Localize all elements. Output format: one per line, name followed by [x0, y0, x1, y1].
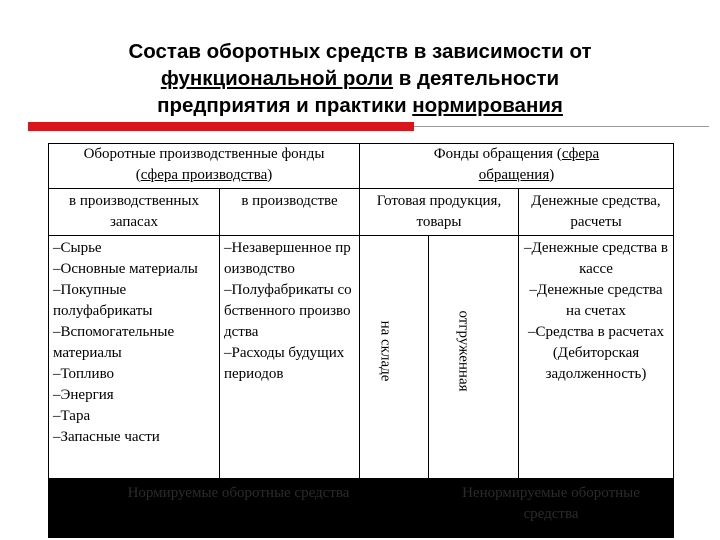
production-item: –Незавершенное производство — [224, 240, 351, 277]
stock-item: –Тара — [53, 408, 91, 424]
stock-item: –Запасные части — [53, 429, 160, 445]
stock-item: –Вспомогательные материалы — [53, 324, 175, 361]
subheader-money: Денежные средства, расчеты — [518, 188, 674, 236]
stock-item: –Покупные полуфабрикаты — [53, 282, 153, 319]
stock-item: –Энергия — [53, 387, 114, 403]
paren-close-2: ) — [549, 167, 555, 183]
stock-item: –Основные материалы — [53, 261, 198, 277]
header-circulation-sphere1: сфера — [561, 146, 600, 162]
subheader-stocks: в производственных запасах — [48, 188, 220, 236]
header-production-line2 — [49, 165, 359, 186]
paren-close: ) — [267, 167, 273, 183]
cell-production-list — [219, 235, 360, 479]
footer-non-normalized: Ненормируемые оборотные средства — [428, 478, 674, 538]
cell-warehouse — [359, 235, 429, 479]
title-line-2-rest: в деятельности — [393, 67, 560, 90]
stock-item: –Топливо — [53, 366, 115, 382]
header-circulation-line1 — [360, 144, 673, 165]
subheader-in-production: в производстве — [219, 188, 360, 236]
title-underlined-role: функциональной роли — [160, 67, 394, 90]
stock-item: –Сырье — [53, 240, 102, 256]
money-item: –Денежные средства в кассе — [524, 240, 668, 277]
header-circulation-start: Фонды обращения ( — [433, 146, 562, 162]
vertical-label-warehouse: на складе — [377, 320, 394, 382]
money-item: –Денежные средства на счетах — [529, 282, 663, 319]
production-item: –Полуфабрикаты собственного производства — [224, 282, 352, 340]
money-item: –Средства в расчетах (Дебиторская задолженность) — [527, 324, 665, 382]
footer-normalized: Нормируемые оборотные средства — [48, 478, 429, 538]
title-underlined-norm: нормирования — [412, 94, 563, 117]
header-circulation-funds — [359, 143, 674, 189]
title-line-1: Состав оборотных средств в зависимости от — [128, 40, 592, 63]
title-line-3-start: предприятия и практики — [157, 94, 413, 117]
slide-title — [0, 38, 720, 119]
production-item: –Расходы будущих периодов — [224, 345, 345, 382]
vertical-label-shipped: отгруженная — [455, 310, 472, 392]
divider-line — [414, 126, 709, 127]
subheader-finished-goods: Готовая продукция, товары — [359, 188, 519, 236]
cell-stocks-list — [48, 235, 220, 479]
accent-bar — [28, 122, 414, 131]
header-production-line1: Оборотные производственные фонды — [83, 146, 325, 162]
header-production-funds — [48, 143, 360, 189]
title-line-3 — [0, 92, 720, 119]
header-circulation-sphere2: обращения — [478, 167, 550, 183]
cell-money-list — [518, 235, 674, 479]
header-circulation-line2 — [360, 165, 673, 186]
cell-shipped — [428, 235, 519, 479]
paren-open: ( — [135, 167, 141, 183]
header-production-sphere: сфера производства — [140, 167, 268, 183]
title-line-2 — [0, 65, 720, 92]
